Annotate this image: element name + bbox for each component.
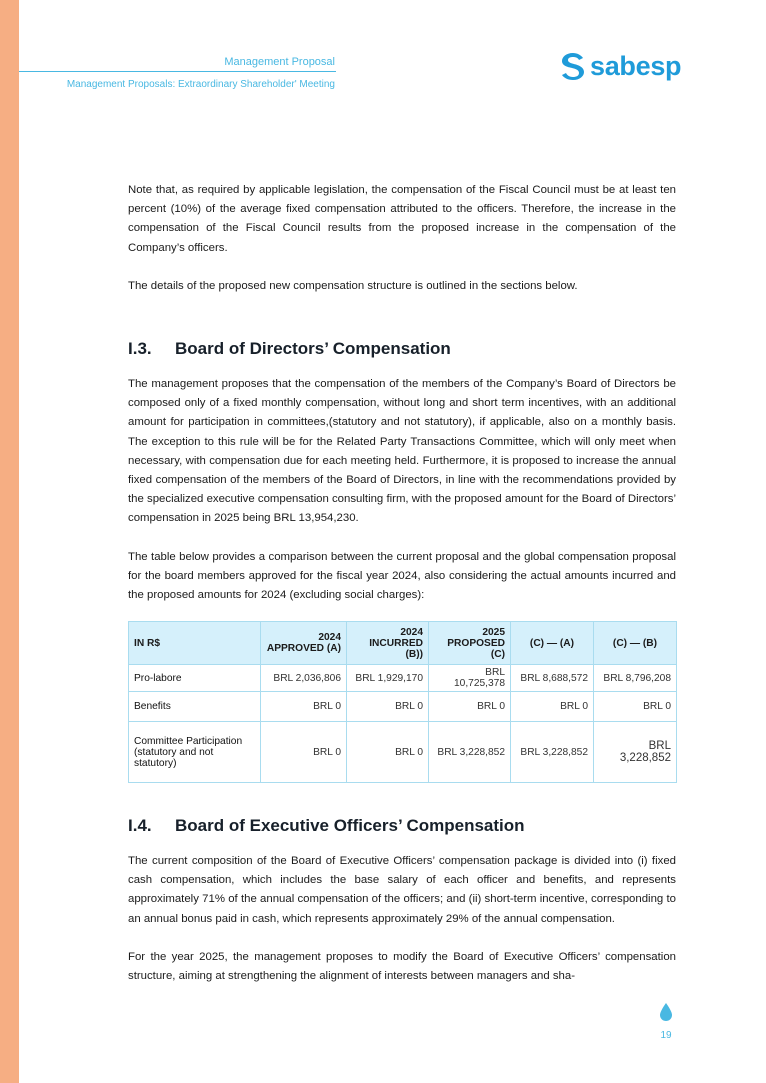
table-cell: BRL 8,796,208 [594,665,677,692]
section-1-4-heading [128,816,676,836]
header-subtitle: Management Proposals: Extraordinary Shareholder' Meeting [66,79,335,90]
section-1-3-paragraph-2: The table below provides a comparison between the current proposal and the global compensation proposal for the board members approved for the fiscal year 2024, also considering the actual amounts incurred and the proposed amounts for 2024 (excluding social charges): [128,550,676,602]
section-1-4-paragraph-2: For the year 2025, the management proposes to modify the Board of Executive Officers’ compensation structure, aiming at strengthening the alignment of interests between managers and sha- [128,950,676,983]
table-header-cell: 2025 PROPOSED (C) [429,622,511,665]
table-row [129,722,677,783]
table-header-cell: IN R$ [129,622,261,665]
table-cell: BRL 0 [261,692,347,722]
intro-paragraph-1: Note that, as required by applicable legislation, the compensation of the Fiscal Council must be at least ten percent (10%) of the average fixed compensation attributed to the officers. Therefore, the increase in the compensation of the Fiscal Council results from the proposed increase in the compensation of the Company’s officers. [128,184,676,254]
sabesp-logo-icon [560,52,586,80]
section-1-3-number: I.3. [128,339,152,358]
intro-section [128,181,676,296]
section-1-4-title: Board of Executive Officers’ Compensation [175,816,525,835]
section-1-3-title: Board of Directors’ Compensation [175,339,451,358]
water-drop-icon [660,1003,672,1021]
section-1-3-body [128,375,676,605]
table-header-cell: 2024 INCURRED (B)) [347,622,429,665]
table-cell: BRL 0 [511,692,594,722]
table-cell: BRL 3,228,852 [594,722,677,783]
page-footer [654,1003,678,1041]
table-cell: Pro-labore [129,665,261,692]
section-1-3-paragraph-1: The management proposes that the compensation of the members of the Company’s Board of Directors be composed only of a fixed monthly compensation, without long and short term incentives, with an additional amount for participation in committees,(statutory and not statutory), if applicable, also on a monthly basis. The exception to this rule will be for the Related Party Transactions Committee, which will only meet when necessary, with compensation due for each meeting held. Furthermore, it is proposed to increase the annual fixed compensation of the members of the Board of Directors, in line with the recommendations provided by the specialized executive compensation consulting firm, with the proposed amount for the Board of Directors’ compensation in 2025 being BRL 13,954,230. [128,378,676,525]
logo-wordmark: sabesp [590,50,682,81]
table-cell: BRL 0 [261,722,347,783]
table-cell: BRL 0 [347,692,429,722]
table-cell: BRL 2,036,806 [261,665,347,692]
section-1-3 [128,339,676,359]
table-header-cell: 2024 APPROVED (A) [261,622,347,665]
compensation-table [128,621,677,783]
table-cell: BRL 3,228,852 [511,722,594,783]
table-cell: BRL 0 [347,722,429,783]
table-header-row [129,622,677,665]
header-title: Management Proposal [224,56,335,68]
section-1-4-paragraph-1: The current composition of the Board of Executive Officers’ compensation package is divided into (i) fixed cash compensation, which includes the base salary of each officer and benefits, and represents approximately 71% of the annual compensation of the officers; and (ii) short-term incentive, corresponding to an annual bonus paid in cash, which represents approximately 29% of the annual compensation. [128,855,676,925]
table-cell: Committee Participation (statutory and not statutory) [129,722,261,783]
table-cell: BRL 0 [594,692,677,722]
table-cell: BRL 1,929,170 [347,665,429,692]
table-cell: BRL 3,228,852 [429,722,511,783]
side-accent-bar [0,0,19,1083]
table-row [129,665,677,692]
table-cell: BRL 0 [429,692,511,722]
table-header-cell: (C) — (A) [511,622,594,665]
table-cell: Benefits [129,692,261,722]
table-cell: BRL 8,688,572 [511,665,594,692]
table-header-cell: (C) — (B) [594,622,677,665]
section-1-4 [128,816,676,836]
header-divider [19,71,336,72]
company-logo [560,50,681,82]
page-number: 19 [660,1030,672,1041]
table-row [129,692,677,722]
section-1-4-body [128,852,676,986]
section-1-3-heading [128,339,676,359]
table-cell: BRL 10,725,378 [429,665,511,692]
section-1-4-number: I.4. [128,816,152,835]
intro-paragraph-2: The details of the proposed new compensation structure is outlined in the sections below. [128,279,578,292]
